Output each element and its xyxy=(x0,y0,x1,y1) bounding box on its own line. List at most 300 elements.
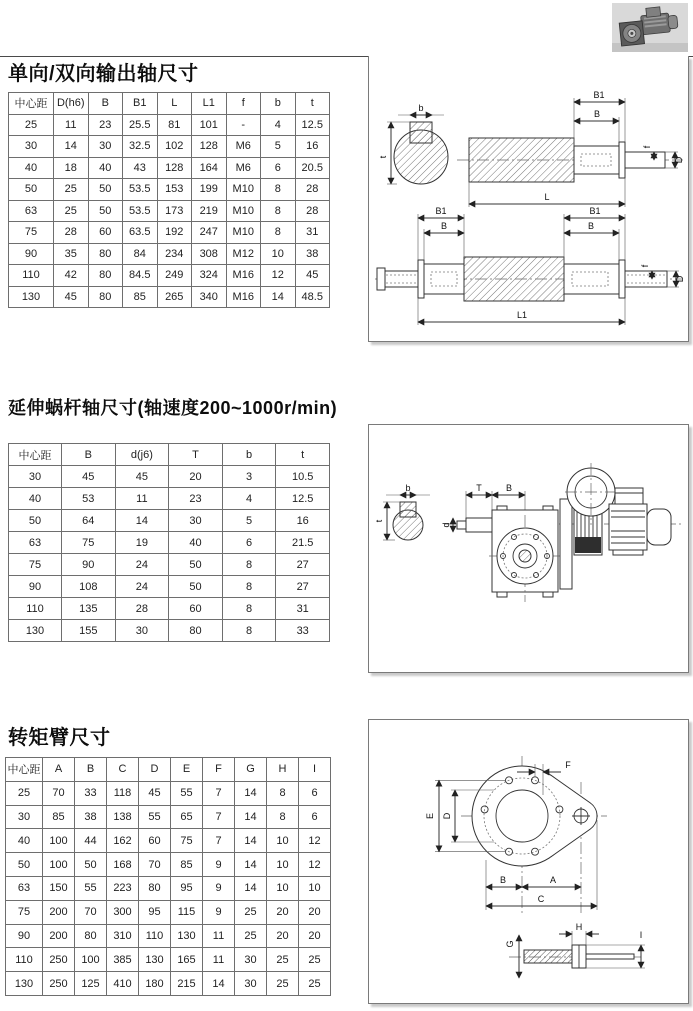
table-cell: 25 xyxy=(235,900,267,924)
table-cell: 63 xyxy=(9,532,62,554)
dim-label-D: D xyxy=(442,812,452,820)
table-cell: 63.5 xyxy=(123,222,158,244)
table-cell: 150 xyxy=(43,876,75,900)
table-row xyxy=(9,620,330,642)
table-cell: 53.5 xyxy=(123,200,158,222)
table-cell: 385 xyxy=(107,948,139,972)
dim-label-D: D xyxy=(674,156,684,164)
table-cell: 12.5 xyxy=(276,488,330,510)
table-row xyxy=(9,222,330,244)
table-cell: 8 xyxy=(222,620,276,642)
table-cell: 10 xyxy=(267,876,299,900)
table-cell: 81 xyxy=(157,114,192,136)
table-cell: 80 xyxy=(88,286,123,308)
column-header: B xyxy=(75,758,107,782)
table-cell: 130 xyxy=(6,972,43,996)
dim-label-b: b xyxy=(405,483,411,493)
table-cell: 308 xyxy=(192,243,227,265)
table-cell: 4 xyxy=(222,488,276,510)
table-cell: 50 xyxy=(88,179,123,201)
table-cell: 108 xyxy=(62,576,116,598)
table-cell: 25 xyxy=(299,972,331,996)
table-cell: 50 xyxy=(169,576,223,598)
table-cell: 38 xyxy=(75,805,107,829)
table-cell: 85 xyxy=(171,853,203,877)
dim-label-E: E xyxy=(425,812,435,820)
table-cell: 80 xyxy=(139,876,171,900)
table-cell: 10 xyxy=(267,829,299,853)
column-header: b xyxy=(261,93,296,115)
table-cell: 30 xyxy=(235,948,267,972)
table-cell: 63 xyxy=(6,876,43,900)
table-cell: 7 xyxy=(203,805,235,829)
table-cell: 8 xyxy=(261,222,296,244)
table-cell: 7 xyxy=(203,781,235,805)
table-cell: 180 xyxy=(139,972,171,996)
dim-label-t: t xyxy=(374,519,384,523)
dim-label-F: F xyxy=(565,760,571,770)
table-cell: 340 xyxy=(192,286,227,308)
table-cell: 11 xyxy=(203,924,235,948)
table-cell: 4 xyxy=(261,114,296,136)
dim-label-C: C xyxy=(537,894,545,904)
dim-label-B: B xyxy=(593,109,601,119)
table-row xyxy=(6,781,331,805)
table-cell: 249 xyxy=(157,265,192,287)
dim-label-B: B xyxy=(505,483,513,493)
table-cell: 128 xyxy=(192,136,227,158)
table-cell: 12.5 xyxy=(295,114,330,136)
table-row xyxy=(9,243,330,265)
table-cell: 8 xyxy=(222,598,276,620)
table-cell: 14 xyxy=(235,876,267,900)
table-cell: 234 xyxy=(157,243,192,265)
table-cell: 410 xyxy=(107,972,139,996)
section-title-worm-shaft: 延伸蜗杆轴尺寸(轴速度200~1000r/min) xyxy=(8,398,338,418)
table-cell: 50 xyxy=(88,200,123,222)
dim-label-G: G xyxy=(505,940,515,948)
table-cell: 42 xyxy=(54,265,89,287)
table-cell: 35 xyxy=(54,243,89,265)
table-cell: 30 xyxy=(169,510,223,532)
table-cell: 75 xyxy=(9,222,54,244)
table-cell: 28 xyxy=(115,598,169,620)
table-cell: 5 xyxy=(261,136,296,158)
section-title-output-shaft: 单向/双向输出轴尺寸 xyxy=(8,63,199,85)
table-row xyxy=(6,972,331,996)
product-photo xyxy=(612,3,688,52)
table-cell: 50 xyxy=(6,853,43,877)
dim-label-d: d xyxy=(441,522,451,528)
dim-label-B: B xyxy=(499,875,507,885)
table-cell: 219 xyxy=(192,200,227,222)
table-cell: 9 xyxy=(203,853,235,877)
table-row xyxy=(9,510,330,532)
table-cell: 25 xyxy=(54,200,89,222)
table-cell: M12 xyxy=(226,243,261,265)
table-cell: 48.5 xyxy=(295,286,330,308)
table-cell: 9 xyxy=(203,876,235,900)
output-shaft-dimensions-table xyxy=(8,92,330,308)
table-cell: 30 xyxy=(6,805,43,829)
table-cell: 75 xyxy=(9,554,62,576)
table-cell: 200 xyxy=(43,924,75,948)
table-row xyxy=(9,576,330,598)
table-cell: 20 xyxy=(169,466,223,488)
table-cell: 55 xyxy=(75,876,107,900)
table-cell: 60 xyxy=(88,222,123,244)
table-cell: 8 xyxy=(222,554,276,576)
table-row xyxy=(9,136,330,158)
column-header: I xyxy=(299,758,331,782)
table-cell: 85 xyxy=(43,805,75,829)
dim-label-B1: B1 xyxy=(435,206,447,216)
table-cell: 265 xyxy=(157,286,192,308)
table-cell: 25 xyxy=(235,924,267,948)
table-cell: 40 xyxy=(169,532,223,554)
table-cell: 80 xyxy=(169,620,223,642)
table-cell: 30 xyxy=(115,620,169,642)
table-cell: 45 xyxy=(295,265,330,287)
table-row xyxy=(9,200,330,222)
table-cell: 8 xyxy=(267,805,299,829)
table-cell: 102 xyxy=(157,136,192,158)
column-header: A xyxy=(43,758,75,782)
table-cell: 100 xyxy=(43,853,75,877)
torque-arm-diagram xyxy=(368,719,689,1004)
table-cell: 247 xyxy=(192,222,227,244)
table-cell: 25 xyxy=(6,781,43,805)
table-cell: 84.5 xyxy=(123,265,158,287)
dim-label-f: f xyxy=(642,145,652,149)
table-cell: 90 xyxy=(9,576,62,598)
column-header: D xyxy=(139,758,171,782)
table-cell: 55 xyxy=(139,805,171,829)
table-cell: 90 xyxy=(62,554,116,576)
table-cell: 53 xyxy=(62,488,116,510)
worm-shaft-dimensions-table xyxy=(8,443,330,642)
table-cell: 30 xyxy=(9,136,54,158)
table-cell: 28 xyxy=(54,222,89,244)
table-cell: 30 xyxy=(9,466,62,488)
table-cell: 9 xyxy=(203,900,235,924)
table-cell: 10 xyxy=(299,876,331,900)
gear-motor-photo-image xyxy=(612,3,688,52)
column-header: 中心距 xyxy=(9,444,62,466)
table-cell: 60 xyxy=(169,598,223,620)
column-header: F xyxy=(203,758,235,782)
table-cell: 64 xyxy=(62,510,116,532)
table-cell: 27 xyxy=(276,576,330,598)
table-cell: 7 xyxy=(203,829,235,853)
table-cell: 70 xyxy=(43,781,75,805)
table-cell: 300 xyxy=(107,900,139,924)
table-row xyxy=(9,157,330,179)
table-cell: 45 xyxy=(139,781,171,805)
table-cell: 65 xyxy=(171,805,203,829)
table-cell: 100 xyxy=(75,948,107,972)
column-header: d(j6) xyxy=(115,444,169,466)
torque-arm-dimensions-table xyxy=(5,757,331,996)
table-cell: 110 xyxy=(139,924,171,948)
table-cell: 115 xyxy=(171,900,203,924)
table-cell: 50 xyxy=(9,510,62,532)
table-cell: 16 xyxy=(276,510,330,532)
table-cell: 310 xyxy=(107,924,139,948)
column-header: G xyxy=(235,758,267,782)
table-cell: 50 xyxy=(9,179,54,201)
table-cell: - xyxy=(226,114,261,136)
dim-label-b: b xyxy=(418,103,424,113)
table-cell: 33 xyxy=(75,781,107,805)
table-cell: 10.5 xyxy=(276,466,330,488)
header-row xyxy=(6,758,331,782)
dim-label-B1: B1 xyxy=(589,206,601,216)
dim-label-D: D xyxy=(675,275,685,283)
table-cell: 3 xyxy=(222,466,276,488)
table-cell: 70 xyxy=(75,900,107,924)
table-cell: 14 xyxy=(235,805,267,829)
table-cell: 14 xyxy=(235,853,267,877)
table-cell: 130 xyxy=(9,620,62,642)
table-cell: 30 xyxy=(235,972,267,996)
table-cell: 50 xyxy=(75,853,107,877)
dim-label-f: f xyxy=(640,264,650,268)
table-row xyxy=(9,179,330,201)
table-cell: 20 xyxy=(267,900,299,924)
table-cell: 324 xyxy=(192,265,227,287)
table-cell: 33 xyxy=(276,620,330,642)
table-cell: 192 xyxy=(157,222,192,244)
table-cell: 130 xyxy=(171,924,203,948)
table-cell: 19 xyxy=(115,532,169,554)
table-cell: 16 xyxy=(295,136,330,158)
table-cell: 43 xyxy=(123,157,158,179)
table-cell: M16 xyxy=(226,286,261,308)
table-cell: 18 xyxy=(54,157,89,179)
column-header: b xyxy=(222,444,276,466)
dim-label-I: I xyxy=(639,930,643,940)
dim-label-L1: L1 xyxy=(516,310,528,320)
column-header: L1 xyxy=(192,93,227,115)
section-title-torque-arm: 转矩臂尺寸 xyxy=(8,727,111,749)
table-cell: 14 xyxy=(235,781,267,805)
table-cell: M10 xyxy=(226,200,261,222)
table-cell: 23 xyxy=(88,114,123,136)
table-row xyxy=(9,286,330,308)
table-cell: 32.5 xyxy=(123,136,158,158)
table-row xyxy=(9,466,330,488)
column-header: t xyxy=(276,444,330,466)
table-cell: 80 xyxy=(88,265,123,287)
table-cell: 10 xyxy=(261,243,296,265)
table-cell: 45 xyxy=(115,466,169,488)
table-cell: 20 xyxy=(299,924,331,948)
table-cell: 85 xyxy=(123,286,158,308)
dim-label-L: L xyxy=(544,192,550,202)
table-cell: 100 xyxy=(43,829,75,853)
column-header: D(h6) xyxy=(54,93,89,115)
table-cell: 25 xyxy=(267,972,299,996)
table-cell: 12 xyxy=(261,265,296,287)
table-cell: 173 xyxy=(157,200,192,222)
table-cell: 38 xyxy=(295,243,330,265)
table-row xyxy=(6,853,331,877)
table-cell: 165 xyxy=(171,948,203,972)
table-cell: 14 xyxy=(54,136,89,158)
table-cell: 40 xyxy=(9,488,62,510)
dim-label-B: B xyxy=(587,221,595,231)
table-cell: 25 xyxy=(267,948,299,972)
table-cell: 25.5 xyxy=(123,114,158,136)
column-header: E xyxy=(171,758,203,782)
table-cell: 135 xyxy=(62,598,116,620)
table-cell: 75 xyxy=(62,532,116,554)
table-cell: 125 xyxy=(75,972,107,996)
table-cell: 110 xyxy=(9,265,54,287)
table-cell: 95 xyxy=(139,900,171,924)
table-cell: 90 xyxy=(9,243,54,265)
output-shaft-diagram xyxy=(368,56,689,342)
table-cell: 50 xyxy=(169,554,223,576)
table-cell: 11 xyxy=(203,948,235,972)
table-row xyxy=(9,598,330,620)
table-cell: 12 xyxy=(299,853,331,877)
table-cell: 6 xyxy=(299,781,331,805)
table-cell: 44 xyxy=(75,829,107,853)
table-row xyxy=(9,532,330,554)
table-cell: 223 xyxy=(107,876,139,900)
table-cell: 8 xyxy=(261,200,296,222)
table-cell: 28 xyxy=(295,179,330,201)
table-cell: 168 xyxy=(107,853,139,877)
table-cell: 8 xyxy=(222,576,276,598)
table-cell: 60 xyxy=(139,829,171,853)
table-cell: 164 xyxy=(192,157,227,179)
table-cell: M6 xyxy=(226,136,261,158)
table-cell: 80 xyxy=(75,924,107,948)
table-cell: 53.5 xyxy=(123,179,158,201)
table-cell: 162 xyxy=(107,829,139,853)
table-cell: 200 xyxy=(43,900,75,924)
table-cell: 31 xyxy=(295,222,330,244)
table-cell: 55 xyxy=(171,781,203,805)
table-cell: 14 xyxy=(235,829,267,853)
table-cell: 199 xyxy=(192,179,227,201)
table-cell: 90 xyxy=(6,924,43,948)
table-cell: 250 xyxy=(43,972,75,996)
dim-label-T: T xyxy=(476,483,482,493)
table-cell: 101 xyxy=(192,114,227,136)
table-cell: 8 xyxy=(267,781,299,805)
column-header: C xyxy=(107,758,139,782)
table-row xyxy=(6,829,331,853)
table-cell: 250 xyxy=(43,948,75,972)
table-cell: 40 xyxy=(9,157,54,179)
table-cell: 23 xyxy=(169,488,223,510)
table-cell: 24 xyxy=(115,576,169,598)
table-cell: 40 xyxy=(88,157,123,179)
table-cell: 153 xyxy=(157,179,192,201)
table-cell: 80 xyxy=(88,243,123,265)
table-cell: 45 xyxy=(62,466,116,488)
column-header: L xyxy=(157,93,192,115)
table-cell: 8 xyxy=(261,179,296,201)
table-cell: 27 xyxy=(276,554,330,576)
table-cell: 12 xyxy=(299,829,331,853)
table-cell: 14 xyxy=(203,972,235,996)
table-cell: 128 xyxy=(157,157,192,179)
table-cell: 6 xyxy=(299,805,331,829)
header-row xyxy=(9,93,330,115)
table-row xyxy=(9,554,330,576)
table-cell: 215 xyxy=(171,972,203,996)
column-header: T xyxy=(169,444,223,466)
table-cell: 138 xyxy=(107,805,139,829)
column-header: f xyxy=(226,93,261,115)
table-cell: 14 xyxy=(115,510,169,532)
table-cell: 45 xyxy=(54,286,89,308)
column-header: H xyxy=(267,758,299,782)
table-cell: 30 xyxy=(88,136,123,158)
table-row xyxy=(9,265,330,287)
table-cell: 75 xyxy=(171,829,203,853)
table-cell: 11 xyxy=(115,488,169,510)
table-cell: 84 xyxy=(123,243,158,265)
dim-label-t: t xyxy=(378,155,388,159)
table-row xyxy=(9,114,330,136)
table-cell: 20 xyxy=(267,924,299,948)
column-header: B xyxy=(88,93,123,115)
table-cell: 31 xyxy=(276,598,330,620)
table-cell: M10 xyxy=(226,179,261,201)
worm-shaft-diagram xyxy=(368,424,689,673)
table-cell: 110 xyxy=(9,598,62,620)
table-cell: 118 xyxy=(107,781,139,805)
table-cell: 130 xyxy=(139,948,171,972)
table-cell: 25 xyxy=(299,948,331,972)
table-cell: 130 xyxy=(9,286,54,308)
table-cell: 110 xyxy=(6,948,43,972)
table-cell: 11 xyxy=(54,114,89,136)
column-header: 中心距 xyxy=(6,758,43,782)
table-cell: 63 xyxy=(9,200,54,222)
table-cell: 70 xyxy=(139,853,171,877)
table-cell: 95 xyxy=(171,876,203,900)
table-cell: 20 xyxy=(299,900,331,924)
table-row xyxy=(6,900,331,924)
table-cell: 14 xyxy=(261,286,296,308)
table-cell: M10 xyxy=(226,222,261,244)
table-cell: 155 xyxy=(62,620,116,642)
header-row xyxy=(9,444,330,466)
column-header: B1 xyxy=(123,93,158,115)
dim-label-H: H xyxy=(575,922,583,932)
table-row xyxy=(6,948,331,972)
table-row xyxy=(6,876,331,900)
table-cell: 6 xyxy=(222,532,276,554)
table-cell: 25 xyxy=(9,114,54,136)
table-cell: 21.5 xyxy=(276,532,330,554)
table-cell: 10 xyxy=(267,853,299,877)
table-cell: M6 xyxy=(226,157,261,179)
table-cell: 24 xyxy=(115,554,169,576)
table-cell: 20.5 xyxy=(295,157,330,179)
table-cell: 6 xyxy=(261,157,296,179)
table-row xyxy=(6,805,331,829)
dim-label-B1: B1 xyxy=(593,90,605,100)
table-cell: 40 xyxy=(6,829,43,853)
